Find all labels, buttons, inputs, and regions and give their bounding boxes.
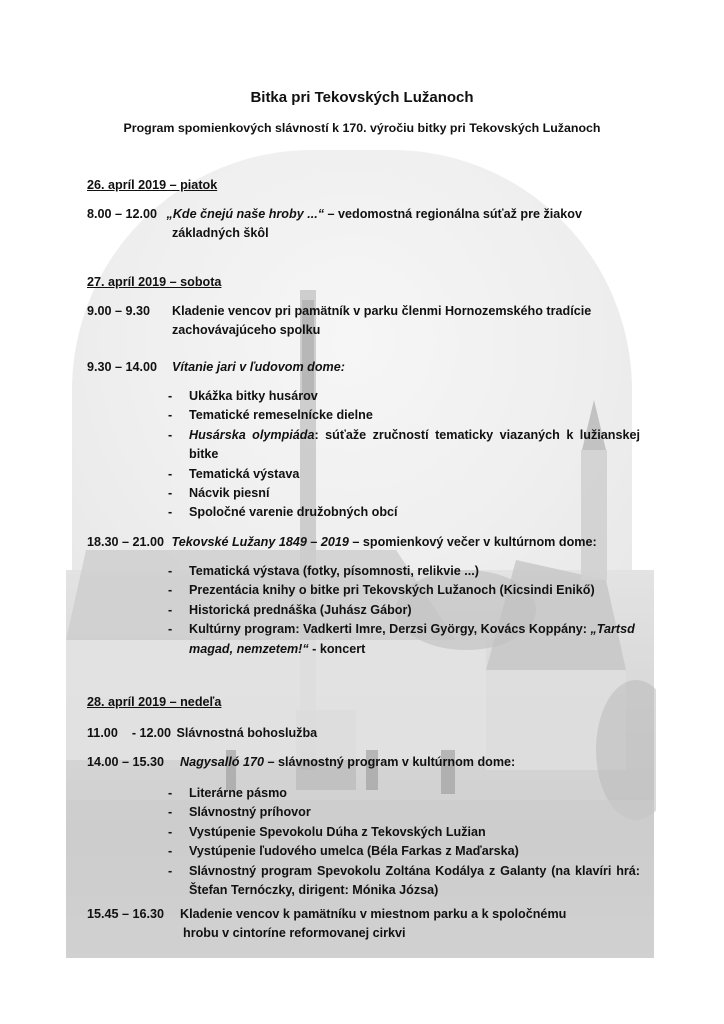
list-dash-marker: - <box>168 408 173 423</box>
event-description: – slávnostný program v kultúrnom dome: <box>264 755 516 769</box>
list-item: - Tematická výstava <box>168 465 640 484</box>
list-item: - Literárne pásmo <box>168 784 640 803</box>
list-item: - Tematické remeselnícke dielne <box>168 406 640 425</box>
list-dash-marker: - <box>168 389 173 403</box>
program-event <box>87 205 647 243</box>
list-item: - Historická prednáška (Juhász Gábor) <box>168 601 640 620</box>
list-item: - Spoločné varenie družobných obcí <box>168 503 640 522</box>
event-title: „Kde čnejú naše hroby ...“ <box>166 207 324 221</box>
list-item: - Ukážka bitky husárov <box>168 387 640 406</box>
list-item: - Slávnostný príhovor <box>168 803 640 822</box>
event-description: – vedomostná regionálna súťaž pre žiakov <box>324 207 582 221</box>
event-description: – spomienkový večer v kultúrnom dome: <box>348 535 597 549</box>
program-event <box>87 358 647 377</box>
list-item: - Vystúpenie Spevokolu Dúha z Tekovských Lužian <box>168 823 640 842</box>
list-item: - Vystúpenie ľudového umelca (Béla Farkas z Maďarska) <box>168 842 640 861</box>
day-heading: 28. apríl 2019 – nedeľa <box>87 695 222 709</box>
event-time: 14.00 – 15.30 <box>87 755 165 769</box>
list-item: - Slávnostný program Spevokolu Zoltána Kodálya z Galanty (na klavíri hrá: Štefan Ternóczky, dirigent: Mónika Józsa) <box>168 863 640 898</box>
list-dash-marker: - <box>168 466 173 481</box>
event-title: Tekovské Lužany 1849 – 2019 <box>171 535 349 549</box>
event-time: 9.00 – 9.30 <box>87 304 151 318</box>
list-dash-marker: - <box>168 844 173 859</box>
list-dash-marker: - <box>168 863 173 878</box>
list-dash-marker: - <box>168 622 173 637</box>
event-sub-items <box>168 387 640 523</box>
event-title: Vítanie jari v ľudovom dome: <box>172 360 345 374</box>
event-description-continued: zachovávajúceho spolku <box>172 323 321 337</box>
event-sub-items <box>168 784 640 900</box>
program-event <box>87 302 647 340</box>
program-event <box>87 533 647 552</box>
list-item: - Kultúrny program: Vadkerti Imre, Derzsi György, Kovács Koppány: „Tartsd magad, nemzetem!“ - koncert <box>168 622 635 656</box>
list-dash-marker: - <box>168 583 173 598</box>
list-dash-marker: - <box>168 427 173 442</box>
list-dash-marker: - <box>168 824 173 839</box>
event-description: Slávnostná bohoslužba <box>176 726 318 740</box>
list-item: - Prezentácia knihy o bitke pri Tekovských Lužanoch (Kicsindi Enikő) <box>168 581 640 600</box>
list-dash-marker: - <box>168 564 173 578</box>
program-event <box>87 753 647 772</box>
event-title: Nagysalló 170 <box>180 755 265 769</box>
event-sub-items <box>168 562 640 659</box>
document-title: Bitka pri Tekovských Lužanoch <box>250 89 474 106</box>
list-dash-marker: - <box>168 505 173 520</box>
list-item: - Husárska olympiáda: súťaže zručností tematicky viazaných k lužianskej bitke <box>168 427 640 462</box>
list-item: - Nácvik piesní <box>168 484 640 503</box>
event-time: 15.45 – 16.30 <box>87 907 165 921</box>
program-event <box>87 905 647 943</box>
event-time: 18.30 – 21.00 <box>87 535 165 549</box>
list-item: - Tematická výstava (fotky, písomnosti, relikvie ...) <box>168 562 640 581</box>
event-time: 9.30 – 14.00 <box>87 360 158 374</box>
event-description-continued: základných škôl <box>172 226 269 240</box>
event-description: Kladenie vencov k pamätníku v miestnom parku a k spoločnému <box>180 907 567 921</box>
event-description: Kladenie vencov pri pamätník v parku členmi Hornozemského tradície <box>172 304 592 318</box>
list-dash-marker: - <box>168 486 173 501</box>
list-dash-marker: - <box>168 805 173 820</box>
program-event <box>87 724 647 743</box>
document-subtitle: Program spomienkových slávností k 170. výročiu bitky pri Tekovských Lužanoch <box>123 121 601 135</box>
event-time: 8.00 – 12.00 <box>87 207 158 221</box>
list-dash-marker: - <box>168 786 173 800</box>
event-time: 11.00 - 12.00 <box>87 726 172 740</box>
day-heading: 27. apríl 2019 – sobota <box>87 275 222 289</box>
list-dash-marker: - <box>168 602 173 617</box>
day-heading: 26. apríl 2019 – piatok <box>87 178 218 192</box>
event-description-continued: hrobu v cintoríne reformovanej cirkvi <box>183 926 406 940</box>
